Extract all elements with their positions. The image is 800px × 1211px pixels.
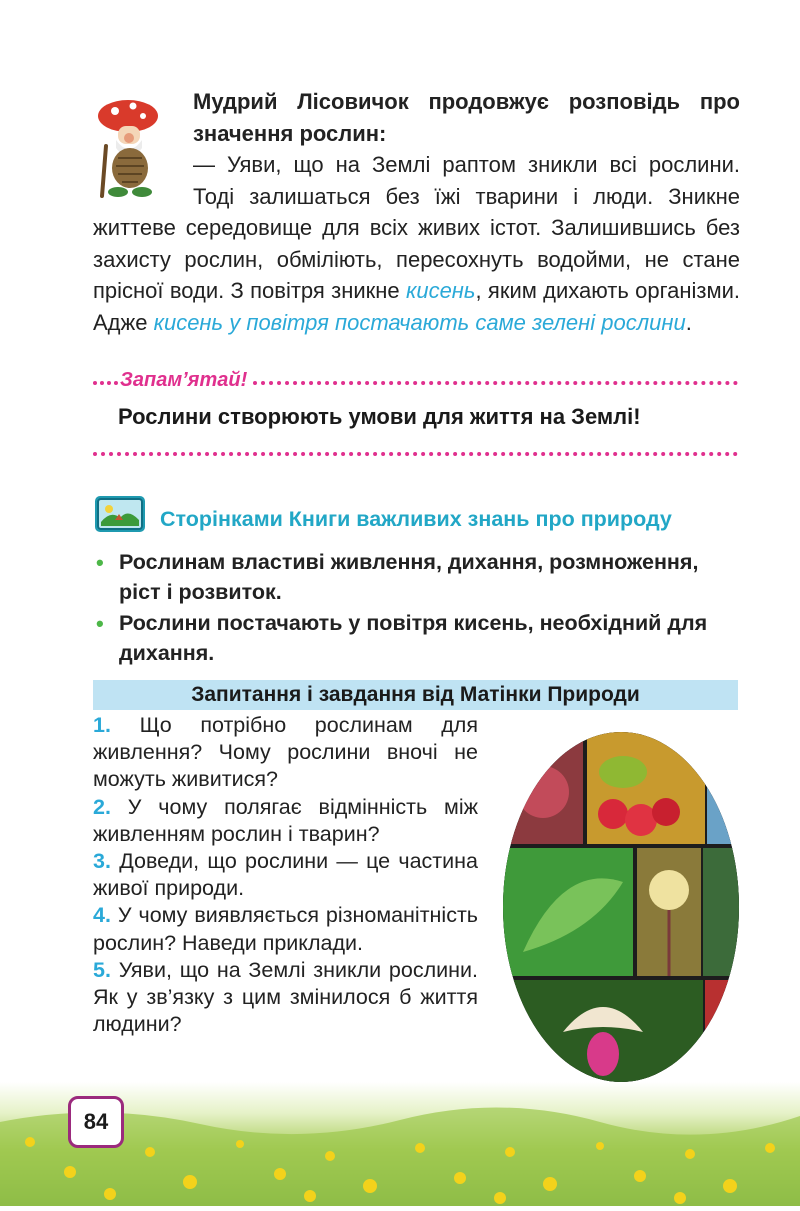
- question-text: У чому виявляється різноманітність рослин? Наведи приклади.: [93, 903, 479, 955]
- remember-statement: Рослини створюють умови для життя на Землі!: [118, 404, 641, 429]
- question-number: 5.: [93, 957, 111, 982]
- plants-photo-collage: [503, 732, 739, 1082]
- questions-list: [93, 712, 478, 1038]
- green-plants-highlight: кисень у повітря постачають саме зелені рослини: [153, 309, 686, 335]
- questions-header: Запитання і завдання від Матінки Природи: [93, 680, 738, 710]
- oxygen-highlight: кисень: [405, 278, 476, 303]
- nature-book-icon: [95, 496, 145, 532]
- mascot-space: [93, 86, 193, 212]
- bullet-text: Рослинам властиві живлення, дихання, розмноження, ріст і розвиток.: [119, 550, 699, 604]
- intro-heading: Мудрий Лісовичок продовжує розповідь про значення рослин:: [193, 89, 740, 146]
- question-item: [93, 957, 478, 1039]
- question-text: Доведи, що рослини — це частина живої природи.: [93, 849, 478, 901]
- question-item: [93, 712, 478, 794]
- bullet-icon: •: [96, 611, 104, 636]
- dotted-divider-fill: [253, 381, 738, 385]
- page-number: 84: [68, 1096, 124, 1148]
- question-item: [93, 794, 478, 848]
- bullet-text: Рослини постачають у повітря кисень, необхідний для дихання.: [119, 611, 708, 665]
- intro-text: [93, 86, 740, 338]
- book-section-title: Сторінками Книги важливих знань про природу: [160, 507, 672, 531]
- intro-text-2: , яким дихають організми. Адже: [93, 278, 741, 335]
- remember-label: Запам’ятай!: [120, 368, 248, 391]
- dotted-divider-lead: [93, 381, 118, 385]
- remember-header: [93, 366, 738, 394]
- question-text: Уяви, що на Землі зникли рослини. Як у зв’язку з цим змінилося б життя людини?: [93, 957, 478, 1037]
- question-number: 4.: [93, 903, 111, 928]
- question-item: [93, 848, 478, 902]
- question-text: Що потрібно рослинам для живлення? Чому рослини вночі не можуть живитися?: [93, 713, 478, 792]
- list-item: [93, 609, 738, 668]
- question-number: 2.: [93, 794, 111, 819]
- question-number: 3.: [93, 849, 111, 874]
- bullet-icon: •: [96, 550, 104, 575]
- list-item: [93, 548, 738, 607]
- question-text: У чому полягає відмінність між живленням рослин і тварин?: [93, 794, 478, 846]
- question-number: 1.: [93, 713, 111, 737]
- book-bullet-list: [93, 548, 738, 670]
- question-item: [93, 902, 478, 956]
- intro-text-1: — Уяви, що на Землі раптом зникли всі рослини. Тоді залишаться без їжі тварини і люди. Зникне життеве середовище для всіх живих істот. Залишившись без захисту рослин, обміліють, пересохнуть водойми, не стане прісної води. З повітря зникне: [93, 152, 740, 303]
- dotted-divider-bottom: [93, 452, 738, 456]
- intro-text-end: .: [685, 309, 692, 335]
